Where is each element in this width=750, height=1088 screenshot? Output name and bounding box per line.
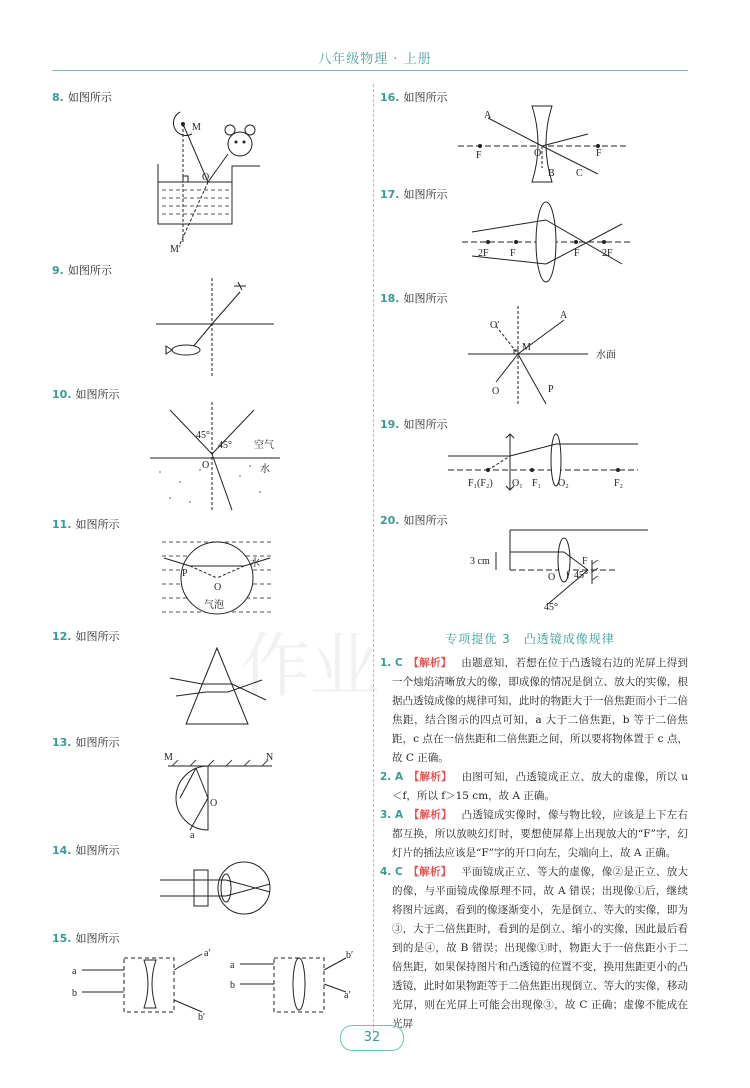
svg-text:O: O (492, 386, 500, 397)
header-rule (52, 70, 688, 71)
section-title: 专项提优 3 凸透镜成像规律 (445, 632, 615, 646)
svg-text:M: M (164, 752, 173, 763)
svg-text:O: O (214, 582, 222, 593)
page-number: 32 (340, 1025, 404, 1051)
figure-15-lenses (70, 944, 360, 1024)
svg-text:b: b (230, 980, 235, 991)
item-label-13: 13. 如图所示 (52, 736, 120, 749)
watermark: 作业 (240, 625, 380, 707)
svg-text:45°: 45° (574, 570, 588, 581)
svg-text:45°: 45° (196, 430, 210, 441)
svg-text:45°: 45° (218, 440, 232, 451)
figure-16-concave-lens (458, 104, 628, 184)
svg-text:b′: b′ (198, 1012, 206, 1023)
svg-text:a′: a′ (204, 948, 211, 959)
column-divider (373, 84, 374, 1032)
svg-text:F: F (574, 248, 580, 259)
item-label-15: 15. 如图所示 (52, 932, 120, 945)
svg-text:B: B (548, 168, 555, 179)
svg-text:空气: 空气 (254, 440, 274, 451)
svg-text:F: F (510, 248, 516, 259)
svg-text:f: f (566, 570, 570, 581)
svg-text:水: 水 (260, 464, 270, 475)
answer-1: 1. C 【解析】 由题意知，若想在位于凸透镜右边的光屏上得到一个烛焰清晰放大的像，即成像的情况是倒立、放大的实像，根据凸透镜成像的规律可知，此时的物距大于一倍焦距而小于二倍焦距，结合图示的四点可知，a 大于二倍焦距，b 等于二倍焦距，c 点在一倍焦距和二倍焦距之间，所以要将物体置于 c 点，故 C 正确。 (380, 657, 689, 764)
svg-text:A: A (560, 310, 568, 321)
answer-2: 2. A 【解析】 由图可知，凸透镜成正立、放大的虚像，所以 u＜f，所以 f＞15 cm，故 A 正确。 (380, 771, 688, 802)
svg-text:O: O (548, 572, 556, 583)
svg-text:P: P (182, 568, 188, 579)
svg-text:a: a (230, 960, 235, 971)
figure-12-prism (162, 644, 272, 728)
svg-text:水: 水 (250, 558, 260, 569)
figure-11-bubble (162, 532, 272, 622)
figure-9-fish-refraction (150, 278, 280, 378)
svg-text:F₁(F₂): F₁(F₂) (468, 478, 493, 489)
answers-list (380, 654, 688, 1034)
item-label-12: 12. 如图所示 (52, 630, 120, 643)
item-label-11: 11. 如图所示 (52, 518, 120, 531)
item-label-9: 9. 如图所示 (52, 264, 112, 277)
svg-text:O′: O′ (490, 320, 500, 331)
svg-text:F₂: F₂ (614, 478, 624, 489)
svg-text:O: O (202, 172, 210, 183)
figure-18-water-surface (468, 306, 638, 406)
figure-19-two-lenses (448, 430, 638, 500)
svg-text:N: N (266, 752, 274, 763)
item-label-14: 14. 如图所示 (52, 844, 120, 857)
figure-8-mirror-in-water (150, 104, 270, 254)
svg-text:F: F (476, 150, 482, 161)
figure-20-lens-mirror (468, 526, 648, 616)
answer-3: 3. A 【解析】 凸透镜成实像时，像与物比较，应该是上下左右都互换，所以放映幻灯时，要想使屏幕上出现放大的“F”字，幻灯片的插法应该是“F”字的开口向左，尖端向上，故 A 正确。 (380, 809, 689, 859)
svg-text:气泡: 气泡 (204, 600, 224, 611)
figure-17-convex-lens (462, 200, 632, 290)
svg-text:F: F (596, 148, 602, 159)
svg-text:F: F (582, 556, 588, 567)
svg-text:M′: M′ (170, 244, 182, 255)
svg-text:2F: 2F (478, 248, 489, 259)
item-label-20: 20. 如图所示 (380, 514, 448, 527)
svg-text:a: a (72, 966, 77, 977)
svg-text:b′: b′ (346, 950, 354, 961)
svg-text:2F: 2F (602, 248, 613, 259)
svg-text:A: A (484, 110, 492, 121)
svg-text:C: C (576, 168, 583, 179)
svg-text:3 cm: 3 cm (470, 556, 490, 567)
svg-text:F₁: F₁ (532, 478, 542, 489)
svg-text:P: P (548, 384, 554, 395)
figure-10-air-water (150, 402, 280, 512)
item-label-10: 10. 如图所示 (52, 388, 120, 401)
item-label-17: 17. 如图所示 (380, 188, 448, 201)
page-header (0, 0, 750, 76)
item-label-8: 8. 如图所示 (52, 91, 112, 104)
header-title: 八年级物理 · 上册 (318, 52, 432, 67)
svg-text:O: O (202, 460, 210, 471)
svg-text:b: b (72, 988, 77, 999)
item-label-19: 19. 如图所示 (380, 418, 448, 431)
svg-text:M: M (522, 342, 531, 353)
figure-14-eye-lens (160, 858, 280, 918)
svg-text:45°: 45° (544, 602, 558, 613)
answer-4: 4. C 【解析】 平面镜成正立、等大的虚像，像②是正立、放大的像，与平面镜成像原理不同，故 A 错误；出现像①后，继续将图片远离，看到的像逐渐变小，先是倒立、等大的实像，即为③，大于二倍焦距时，看到的是倒立、缩小的实像，因此最后看到的是④，故 B 错误；出现像①时，物距大于一倍焦距小于二倍焦距，如果保持图片和凸透镜的位置不变，换用焦距更小的凸透镜，此时如果物距等于二倍焦距出现倒立、等大的实像，移动光屏，则在光屏上可能会出现像③，故 C 正确；虚像不能成在光屏 (380, 866, 689, 1030)
svg-text:a: a (190, 830, 195, 841)
figure-13-semicircle (160, 750, 280, 840)
item-label-18: 18. 如图所示 (380, 292, 448, 305)
svg-text:M: M (192, 122, 201, 133)
svg-text:O₁: O₁ (512, 478, 523, 489)
svg-text:O₂: O₂ (558, 478, 569, 489)
svg-text:水面: 水面 (596, 350, 616, 361)
svg-text:O: O (534, 148, 542, 159)
item-label-16: 16. 如图所示 (380, 91, 448, 104)
svg-text:a′: a′ (344, 990, 351, 1001)
svg-text:O: O (210, 798, 218, 809)
